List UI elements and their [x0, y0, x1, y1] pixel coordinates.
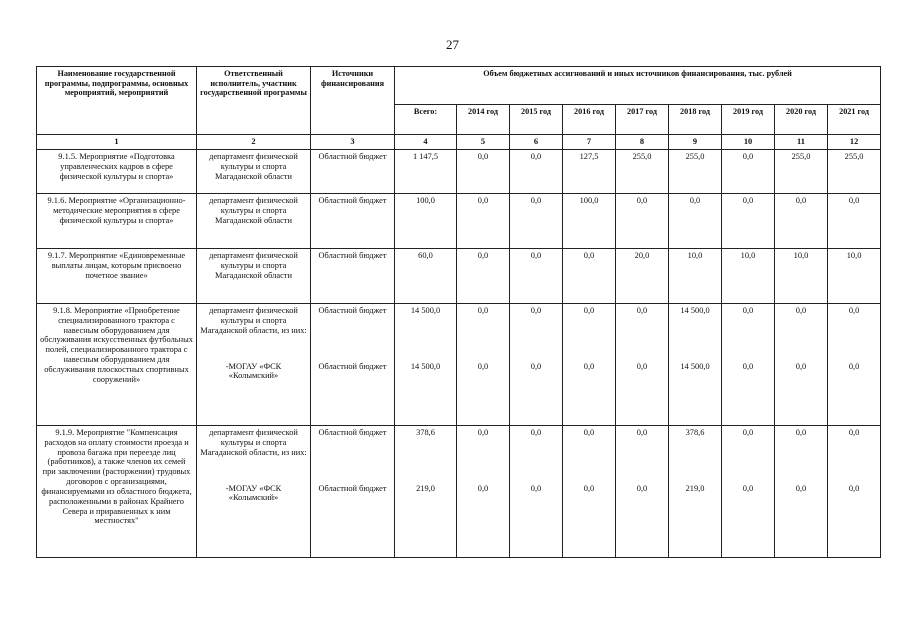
column-number: 4	[395, 135, 457, 150]
row-value: 0,0	[563, 360, 616, 426]
table-row	[37, 426, 881, 482]
header-year: 2017 год	[616, 105, 669, 135]
row-value: 0,0	[510, 482, 563, 558]
row-executor: департамент физической культуры и спорта Магаданской области	[197, 150, 311, 194]
budget-table	[36, 66, 881, 558]
column-number: 12	[828, 135, 881, 150]
header-source: Источники финансирования	[311, 67, 395, 135]
row-value: 0,0	[457, 482, 510, 558]
row-total: 60,0	[395, 249, 457, 304]
row-source: Областной бюджет	[311, 482, 395, 558]
row-value: 0,0	[722, 360, 775, 426]
row-value: 0,0	[563, 304, 616, 360]
row-value: 127,5	[563, 150, 616, 194]
table-row	[37, 249, 881, 304]
header-name: Наименование государственной программы, подпрограммы, основных мероприятий, мероприятий	[37, 67, 197, 135]
column-number: 6	[510, 135, 563, 150]
row-value: 255,0	[616, 150, 669, 194]
row-value: 0,0	[563, 482, 616, 558]
row-value: 0,0	[722, 482, 775, 558]
row-value: 0,0	[510, 194, 563, 249]
header-volume: Объем бюджетных ассигнований и иных источников финансирования, тыс. рублей	[395, 67, 881, 105]
row-value: 0,0	[828, 304, 881, 360]
row-value: 0,0	[457, 194, 510, 249]
header-total: Всего:	[395, 105, 457, 135]
row-value: 0,0	[510, 426, 563, 482]
column-number: 8	[616, 135, 669, 150]
header-year: 2020 год	[775, 105, 828, 135]
row-value: 100,0	[563, 194, 616, 249]
row-value: 0,0	[775, 360, 828, 426]
column-number: 11	[775, 135, 828, 150]
row-value: 10,0	[828, 249, 881, 304]
row-source: Областной бюджет	[311, 194, 395, 249]
row-total: 378,6	[395, 426, 457, 482]
row-source: Областной бюджет	[311, 360, 395, 426]
column-number: 3	[311, 135, 395, 150]
row-name: 9.1.5. Мероприятие «Подготовка управленческих кадров в сфере физической культуры и спорта»	[37, 150, 197, 194]
row-value: 0,0	[616, 304, 669, 360]
row-value: 20,0	[616, 249, 669, 304]
row-name: 9.1.9. Мероприятие "Компенсация расходов на оплату стоимости проезда и провоза багажа при переезде лиц (работников), а также членов их семей при заключении (расторжении) трудовых договоров с организациями, финансируемыми из областного бюджета, расположенными в районах Крайнего Севера и приравненных к ним местностях"	[37, 426, 197, 558]
row-value: 0,0	[669, 194, 722, 249]
row-source: Областной бюджет	[311, 249, 395, 304]
row-value: 10,0	[722, 249, 775, 304]
row-value: 0,0	[722, 304, 775, 360]
row-value: 0,0	[457, 150, 510, 194]
row-total: 1 147,5	[395, 150, 457, 194]
row-value: 255,0	[828, 150, 881, 194]
row-value: 0,0	[563, 426, 616, 482]
row-value: 0,0	[775, 482, 828, 558]
row-value: 0,0	[616, 482, 669, 558]
row-executor: департамент физической культуры и спорта Магаданской области, из них:	[197, 426, 311, 482]
page-number: 27	[446, 37, 459, 52]
row-executor: департамент физической культуры и спорта Магаданской области	[197, 249, 311, 304]
row-value: 0,0	[616, 360, 669, 426]
row-value: 0,0	[616, 194, 669, 249]
row-value: 0,0	[828, 426, 881, 482]
header-year: 2018 год	[669, 105, 722, 135]
row-total: 219,0	[395, 482, 457, 558]
header-year: 2016 год	[563, 105, 616, 135]
row-value: 0,0	[775, 426, 828, 482]
table-row	[37, 150, 881, 194]
column-number: 2	[197, 135, 311, 150]
row-value: 219,0	[669, 482, 722, 558]
table-row	[37, 304, 881, 360]
row-executor: департамент физической культуры и спорта Магаданской области	[197, 194, 311, 249]
row-source: Областной бюджет	[311, 304, 395, 360]
column-number-row	[37, 135, 881, 150]
row-value: 14 500,0	[669, 360, 722, 426]
row-value: 10,0	[669, 249, 722, 304]
row-value: 0,0	[510, 249, 563, 304]
row-value: 255,0	[775, 150, 828, 194]
row-value: 0,0	[828, 194, 881, 249]
row-executor: -МОГАУ «ФСК «Колымский»	[197, 482, 311, 558]
header-year: 2021 год	[828, 105, 881, 135]
column-number: 10	[722, 135, 775, 150]
header-executor: Ответственный исполнитель, участник государственной программы	[197, 67, 311, 135]
column-number: 5	[457, 135, 510, 150]
row-value: 0,0	[828, 482, 881, 558]
row-value: 0,0	[457, 304, 510, 360]
row-source: Областной бюджет	[311, 426, 395, 482]
row-value: 0,0	[457, 360, 510, 426]
row-name: 9.1.7. Мероприятие «Единовременные выплаты лицам, которым присвоено почетное звание»	[37, 249, 197, 304]
row-executor: департамент физической культуры и спорта Магаданской области, из них:	[197, 304, 311, 360]
row-source: Областной бюджет	[311, 150, 395, 194]
column-number: 1	[37, 135, 197, 150]
row-name: 9.1.8. Мероприятие «Приобретение специализированного трактора с навесным оборудованием для обслуживания искусственных футбольных полей, специализированного трактора с навесным оборудованием для обслуживания плоскостных спортивных сооружений»	[37, 304, 197, 426]
row-value: 0,0	[828, 360, 881, 426]
row-value: 0,0	[457, 426, 510, 482]
row-value: 0,0	[457, 249, 510, 304]
row-value: 0,0	[616, 426, 669, 482]
column-number: 7	[563, 135, 616, 150]
row-total: 100,0	[395, 194, 457, 249]
row-name: 9.1.6. Мероприятие «Организационно-методические мероприятия в сфере физической культуры и спорта»	[37, 194, 197, 249]
row-value: 0,0	[510, 150, 563, 194]
row-value: 0,0	[510, 304, 563, 360]
table-row	[37, 194, 881, 249]
header-year: 2015 год	[510, 105, 563, 135]
row-value: 14 500,0	[669, 304, 722, 360]
header-year: 2019 год	[722, 105, 775, 135]
row-value: 0,0	[775, 304, 828, 360]
row-total: 14 500,0	[395, 304, 457, 360]
column-number: 9	[669, 135, 722, 150]
row-value: 0,0	[722, 194, 775, 249]
row-value: 0,0	[775, 194, 828, 249]
header-year: 2014 год	[457, 105, 510, 135]
row-value: 0,0	[563, 249, 616, 304]
row-total: 14 500,0	[395, 360, 457, 426]
row-value: 378,6	[669, 426, 722, 482]
row-value: 0,0	[510, 360, 563, 426]
row-executor: -МОГАУ «ФСК «Колымский»	[197, 360, 311, 426]
row-value: 255,0	[669, 150, 722, 194]
row-value: 0,0	[722, 426, 775, 482]
row-value: 10,0	[775, 249, 828, 304]
row-value: 0,0	[722, 150, 775, 194]
